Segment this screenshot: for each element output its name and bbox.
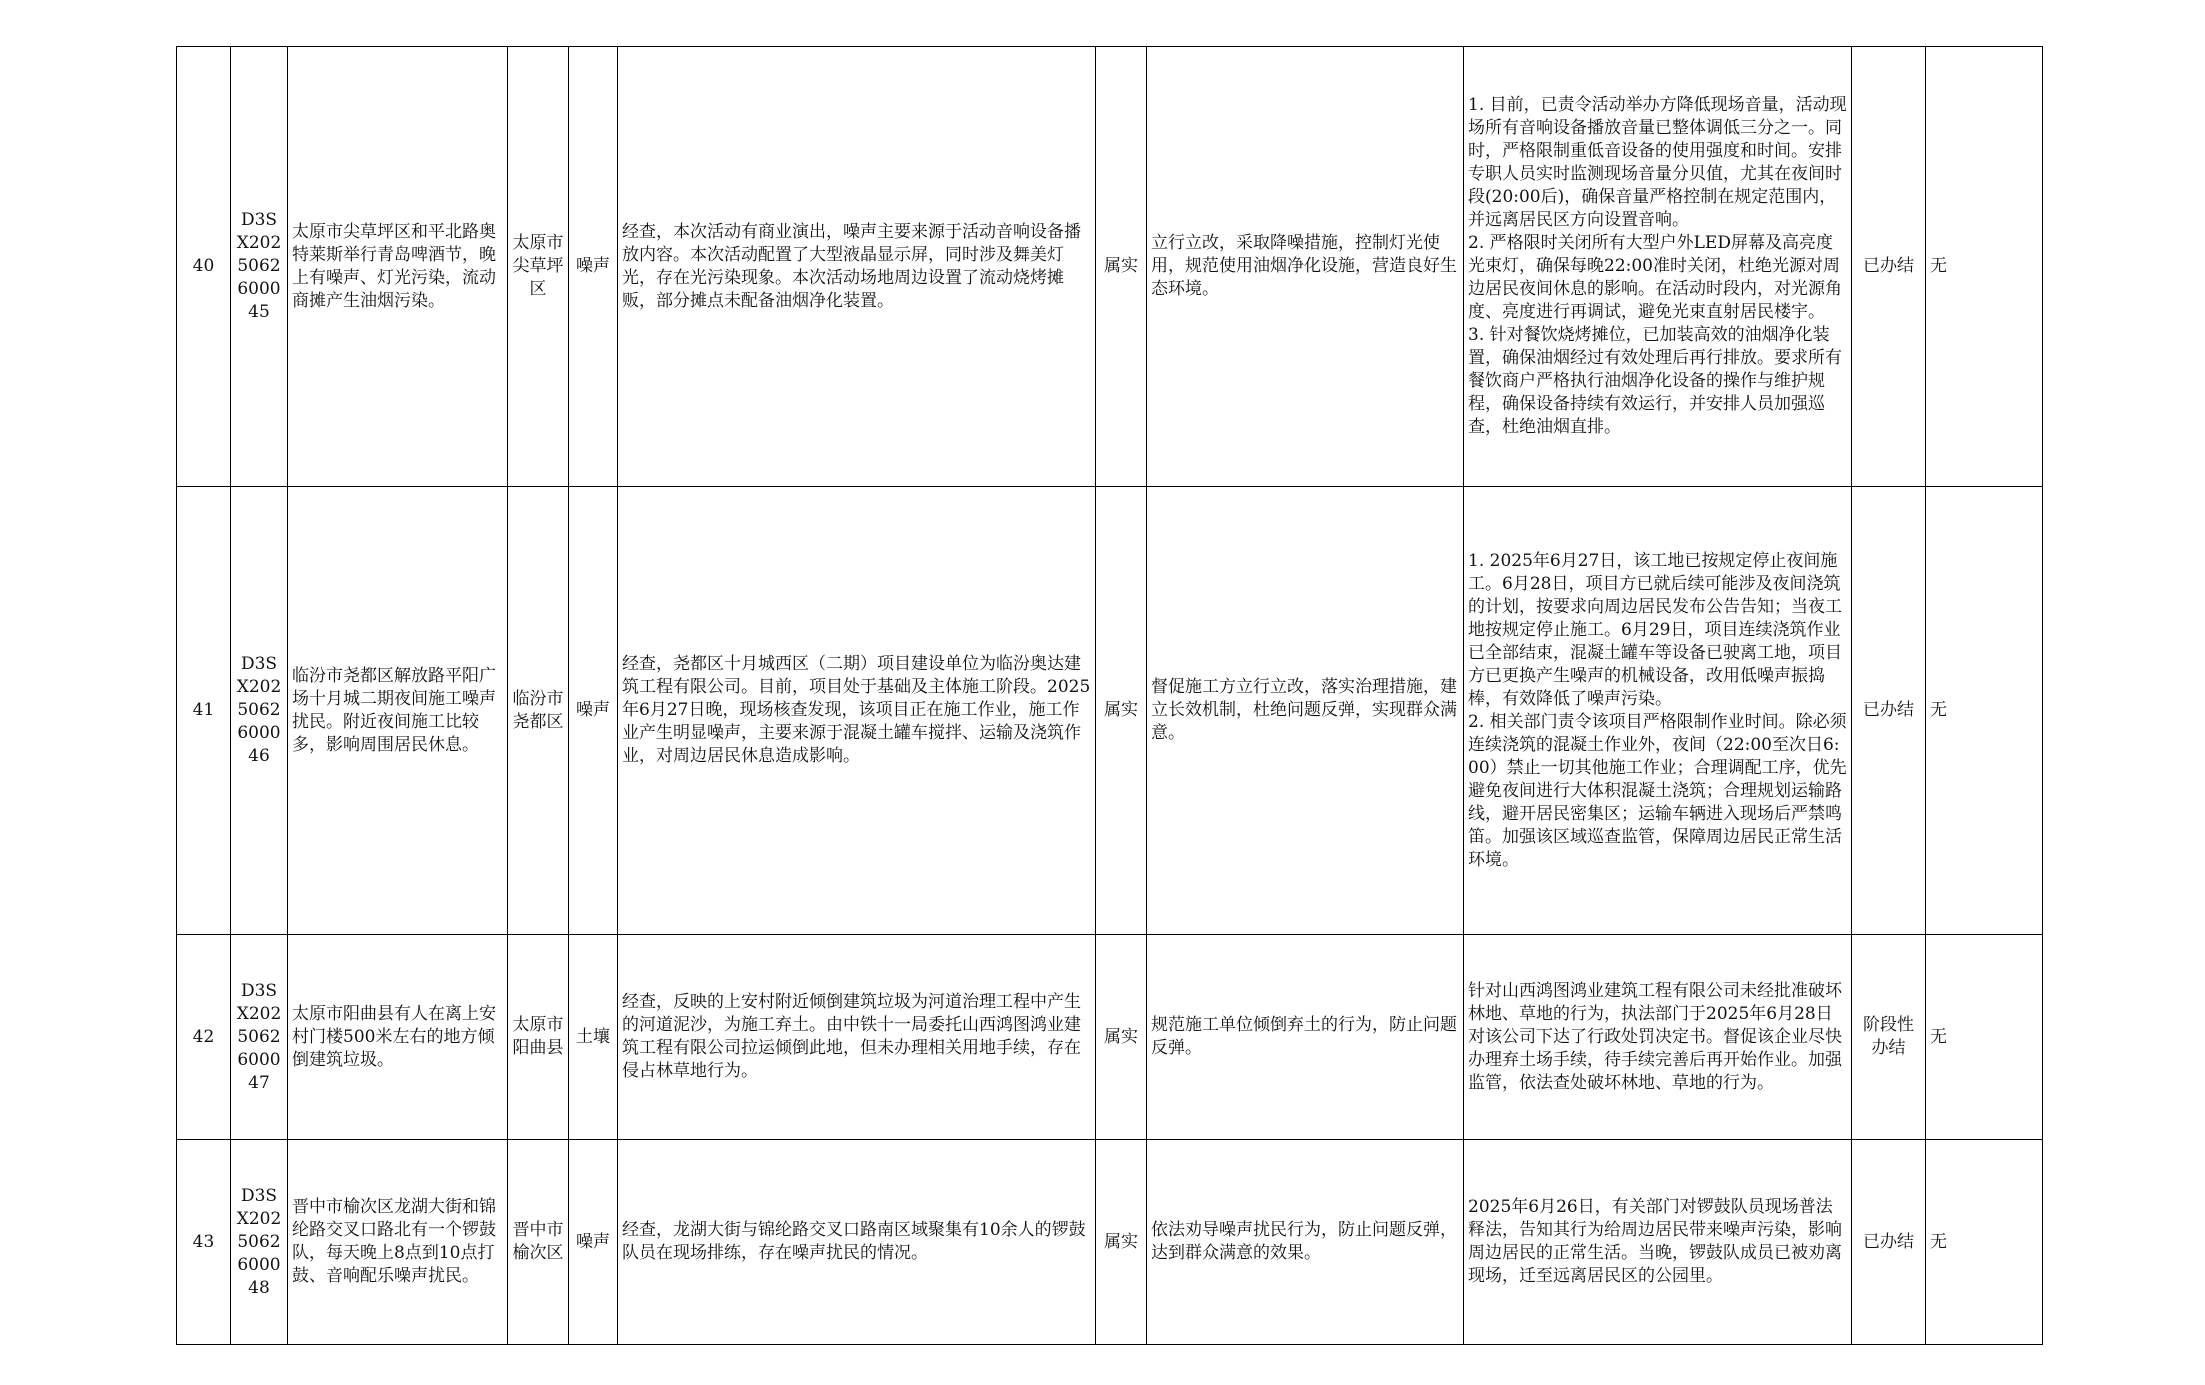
handling-result-paragraph: 1. 目前，已责令活动举办方降低现场音量，活动现场所有音响设备播放音量已整体调低三分之一。同时，严格限制重低音设备的使用强度和时间。安排专职人员实时监测现场音量分贝值，尤其在夜间时段(20:00后)，确保音量严格控制在规定范围内，并远离居民区方向设置音响。 [1468,95,1847,230]
verified-cell: 属实 [1096,47,1147,487]
table-row [177,935,2043,1140]
handling-result-cell [1464,487,1852,935]
handling-result-paragraph: 2. 严格限时关闭所有大型户外LED屏幕及高亮度光束灯，确保每晚22:00准时关闭，杜绝光源对周边居民夜间休息的影响。在活动时段内，对光源角度、亮度进行再调试，避免光束直射居民楼宇。 [1468,233,1842,322]
verified-cell: 属实 [1096,935,1147,1140]
accountability-cell: 无 [1926,935,2043,1140]
handling-result-paragraph: 3. 针对餐饮烧烤摊位，已加装高效的油烟净化装置，确保油烟经过有效处理后再行排放。要求所有餐饮商户严格执行油烟净化设备的操作与维护规程，确保设备持续有效运行，并安排人员加强巡查，杜绝油烟直排。 [1468,325,1842,437]
table-row [177,1140,2043,1345]
pollution-type-cell: 噪声 [569,1140,618,1345]
pollution-type-cell: 土壤 [569,935,618,1140]
handling-result-paragraph: 2025年6月26日，有关部门对锣鼓队员现场普法释法，告知其行为给周边居民带来噪声污染，影响周边居民的正常生活。当晚，锣鼓队成员已被劝离现场，迁至远离居民区的公园里。 [1468,1197,1842,1286]
complaint-cell: 晋中市榆次区龙湖大街和锦纶路交叉口路北有一个锣鼓队，每天晚上8点到10点打鼓、音响配乐噪声扰民。 [288,1140,508,1345]
complaint-table [176,46,2043,1345]
row-number-cell: 42 [177,935,231,1140]
verified-cell: 属实 [1096,487,1147,935]
row-number-cell: 41 [177,487,231,935]
investigation-cell: 经查，尧都区十月城西区（二期）项目建设单位为临汾奥达建筑工程有限公司。目前，项目处于基础及主体施工阶段。2025年6月27日晚，现场核查发现，该项目正在施工作业，施工作业产生明显噪声，主要来源于混凝土罐车搅拌、运输及浇筑作业，对周边居民休息造成影响。 [618,487,1096,935]
row-number-cell: 40 [177,47,231,487]
pollution-type-cell: 噪声 [569,47,618,487]
status-cell: 已办结 [1852,47,1926,487]
complaint-cell: 太原市阳曲县有人在离上安村门楼500米左右的地方倾倒建筑垃圾。 [288,935,508,1140]
handling-result-cell [1464,47,1852,487]
row-number-cell: 43 [177,1140,231,1345]
status-cell: 已办结 [1852,487,1926,935]
table-row [177,47,2043,487]
rectification-goal-cell: 规范施工单位倾倒弃土的行为，防止问题反弹。 [1147,935,1464,1140]
complaint-cell: 太原市尖草坪区和平北路奥特莱斯举行青岛啤酒节，晚上有噪声、灯光污染，流动商摊产生油烟污染。 [288,47,508,487]
rectification-goal-cell: 督促施工方立行立改，落实治理措施，建立长效机制，杜绝问题反弹，实现群众满意。 [1147,487,1464,935]
accountability-cell: 无 [1926,47,2043,487]
region-cell: 太原市阳曲县 [508,935,569,1140]
pollution-type-cell: 噪声 [569,487,618,935]
rectification-goal-cell: 立行立改，采取降噪措施，控制灯光使用，规范使用油烟净化设施，营造良好生态环境。 [1147,47,1464,487]
handling-result-cell [1464,1140,1852,1345]
investigation-cell: 经查，龙湖大街与锦纶路交叉口路南区域聚集有10余人的锣鼓队员在现场排练，存在噪声扰民的情况。 [618,1140,1096,1345]
accountability-cell: 无 [1926,1140,2043,1345]
status-cell: 阶段性办结 [1852,935,1926,1140]
region-cell: 晋中市榆次区 [508,1140,569,1345]
region-cell: 太原市尖草坪区 [508,47,569,487]
table-body [177,47,2043,1345]
handling-result-cell [1464,935,1852,1140]
table-row [177,487,2043,935]
accountability-cell: 无 [1926,487,2043,935]
case-id-cell: D3SX2025062600045 [231,47,288,487]
status-cell: 已办结 [1852,1140,1926,1345]
case-id-cell: D3SX2025062600046 [231,487,288,935]
investigation-cell: 经查，本次活动有商业演出，噪声主要来源于活动音响设备播放内容。本次活动配置了大型液晶显示屏，同时涉及舞美灯光，存在光污染现象。本次活动场地周边设置了流动烧烤摊贩，部分摊点未配备油烟净化装置。 [618,47,1096,487]
case-id-cell: D3SX2025062600048 [231,1140,288,1345]
region-cell: 临汾市尧都区 [508,487,569,935]
complaint-cell: 临汾市尧都区解放路平阳广场十月城二期夜间施工噪声扰民。附近夜间施工比较多，影响周围居民休息。 [288,487,508,935]
handling-result-paragraph: 1. 2025年6月27日，该工地已按规定停止夜间施工。6月28日，项目方已就后续可能涉及夜间浇筑的计划，按要求向周边居民发布公告告知；当夜工地按规定停止施工。6月29日，项目连续浇筑作业已全部结束，混凝土罐车等设备已驶离工地，项目方已更换产生噪声的机械设备，改用低噪声振捣棒，有效降低了噪声污染。 [1468,550,1842,709]
handling-result-paragraph: 2. 相关部门责令该项目严格限制作业时间。除必须连续浇筑的混凝土作业外，夜间（22:00至次日6:00）禁止一切其他施工作业；合理调配工序，优先避免夜间进行大体积混凝土浇筑；合理规划运输路线，避开居民密集区；运输车辆进入现场后严禁鸣笛。加强该区域巡查监管，保障周边居民正常生活环境。 [1468,711,1847,870]
rectification-goal-cell: 依法劝导噪声扰民行为，防止问题反弹，达到群众满意的效果。 [1147,1140,1464,1345]
verified-cell: 属实 [1096,1140,1147,1345]
handling-result-paragraph: 针对山西鸿图鸿业建筑工程有限公司未经批准破坏林地、草地的行为，执法部门于2025年6月28日对该公司下达了行政处罚决定书。督促该企业尽快办理弃土场手续，待手续完善后再开始作业。加强监管，依法查处破坏林地、草地的行为。 [1468,980,1842,1093]
investigation-cell: 经查，反映的上安村附近倾倒建筑垃圾为河道治理工程中产生的河道泥沙，为施工弃土。由中铁十一局委托山西鸿图鸿业建筑工程有限公司拉运倾倒此地，但未办理相关用地手续，存在侵占林草地行为。 [618,935,1096,1140]
case-id-cell: D3SX2025062600047 [231,935,288,1140]
